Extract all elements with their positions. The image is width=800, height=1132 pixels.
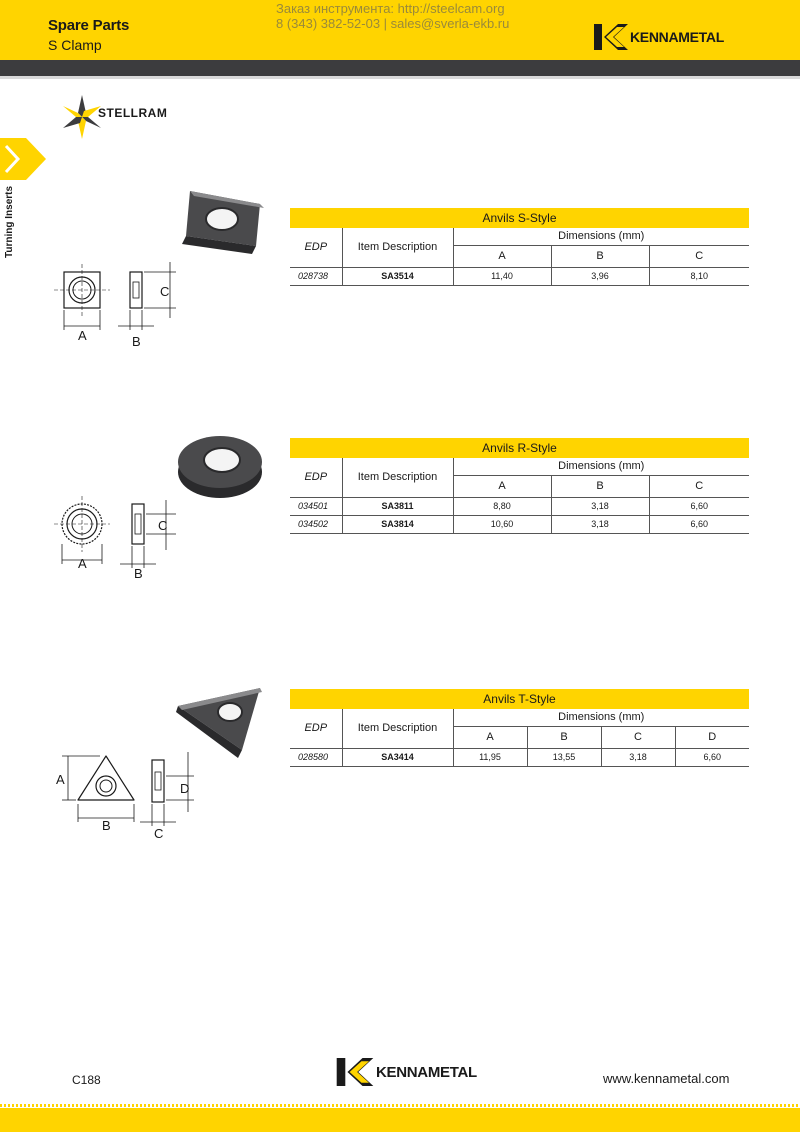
- kennametal-logo: [594, 24, 724, 50]
- s-style-anvil-photo: [160, 186, 270, 266]
- kennametal-wordmark: KENNAMETAL: [630, 29, 724, 45]
- header-divider: [0, 60, 800, 76]
- cell-desc: SA3514: [342, 267, 453, 285]
- t-dim-label-b: B: [102, 818, 111, 833]
- website-link[interactable]: www.kennametal.com: [603, 1071, 730, 1086]
- s-col-a: A: [453, 245, 551, 267]
- cell-dim-b: 13,55: [527, 748, 601, 766]
- r-dim-label-a: A: [78, 556, 87, 571]
- t-col-b: B: [527, 726, 601, 748]
- t-col-d: D: [675, 726, 749, 748]
- t-dim-label-c: C: [154, 826, 164, 840]
- s-table-title: Anvils S-Style: [290, 208, 749, 228]
- s-dim-label-a: A: [78, 328, 87, 343]
- footer-kennametal-wordmark: KENNAMETAL: [376, 1063, 477, 1081]
- r-col-dims: Dimensions (mm): [453, 458, 749, 475]
- order-info-line1: Заказ инструмента: http://steelcam.org: [276, 1, 505, 16]
- footer-kennametal-logo: [336, 1058, 477, 1086]
- r-dim-label-c: C: [158, 518, 168, 533]
- page-number: C188: [72, 1073, 101, 1087]
- r-col-edp: EDP: [290, 458, 342, 497]
- kennametal-k-icon: [336, 1058, 374, 1086]
- t-dim-label-a: A: [56, 772, 65, 787]
- t-col-a: A: [453, 726, 527, 748]
- t-style-dimension-diagram: [52, 748, 202, 840]
- cell-dim-a: 8,80: [453, 497, 551, 515]
- t-col-dims: Dimensions (mm): [453, 709, 749, 726]
- s-col-dims: Dimensions (mm): [453, 228, 749, 245]
- s-style-table: [290, 208, 749, 286]
- cell-dim-b: 3,18: [551, 497, 649, 515]
- section-label: Turning Inserts: [4, 185, 15, 258]
- cell-edp: 028738: [290, 267, 342, 285]
- t-col-c: C: [601, 726, 675, 748]
- cell-dim-a: 11,40: [453, 267, 551, 285]
- r-dim-label-b: B: [134, 566, 143, 581]
- stellram-wordmark: STELLRAM: [98, 106, 168, 120]
- r-col-b: B: [551, 475, 649, 497]
- r-col-a: A: [453, 475, 551, 497]
- r-style-table: [290, 438, 749, 534]
- cell-dim-c: 6,60: [649, 497, 749, 515]
- table-row: [290, 267, 749, 285]
- t-dim-label-d: D: [180, 781, 190, 796]
- page-subtitle: S Clamp: [48, 37, 102, 53]
- cell-dim-b: 3,96: [551, 267, 649, 285]
- s-dim-label-b: B: [132, 334, 141, 349]
- kennametal-k-icon: [594, 24, 628, 50]
- s-dim-label-c: C: [160, 284, 170, 299]
- table-row: [290, 515, 749, 533]
- table-row: [290, 748, 749, 766]
- t-col-edp: EDP: [290, 709, 342, 748]
- cell-edp: 034501: [290, 497, 342, 515]
- r-col-desc: Item Description: [342, 458, 453, 497]
- s-col-c: C: [649, 245, 749, 267]
- s-col-b: B: [551, 245, 649, 267]
- t-col-desc: Item Description: [342, 709, 453, 748]
- cell-desc: SA3814: [342, 515, 453, 533]
- r-col-c: C: [649, 475, 749, 497]
- cell-dim-a: 10,60: [453, 515, 551, 533]
- footer-band: [0, 1108, 800, 1132]
- order-info-line2: 8 (343) 382-52-03 | sales@sverla-ekb.ru: [276, 16, 510, 31]
- cell-dim-c: 3,18: [601, 748, 675, 766]
- s-col-desc: Item Description: [342, 228, 453, 267]
- s-col-edp: EDP: [290, 228, 342, 267]
- cell-dim-a: 11,95: [453, 748, 527, 766]
- s-style-dimension-diagram: [52, 262, 192, 352]
- cell-edp: 034502: [290, 515, 342, 533]
- section-tab-icon: [0, 138, 46, 180]
- page-title: Spare Parts: [48, 17, 130, 34]
- t-style-table: [290, 689, 749, 767]
- cell-desc: SA3414: [342, 748, 453, 766]
- cell-dim-d: 6,60: [675, 748, 749, 766]
- r-table-title: Anvils R-Style: [290, 438, 749, 458]
- header-divider-light: [0, 76, 800, 79]
- cell-edp: 028580: [290, 748, 342, 766]
- table-row: [290, 497, 749, 515]
- cell-desc: SA3811: [342, 497, 453, 515]
- t-table-title: Anvils T-Style: [290, 689, 749, 709]
- cell-dim-c: 8,10: [649, 267, 749, 285]
- footer-dotted-rule: [0, 1104, 800, 1107]
- cell-dim-b: 3,18: [551, 515, 649, 533]
- cell-dim-c: 6,60: [649, 515, 749, 533]
- r-style-dimension-diagram: [52, 492, 192, 582]
